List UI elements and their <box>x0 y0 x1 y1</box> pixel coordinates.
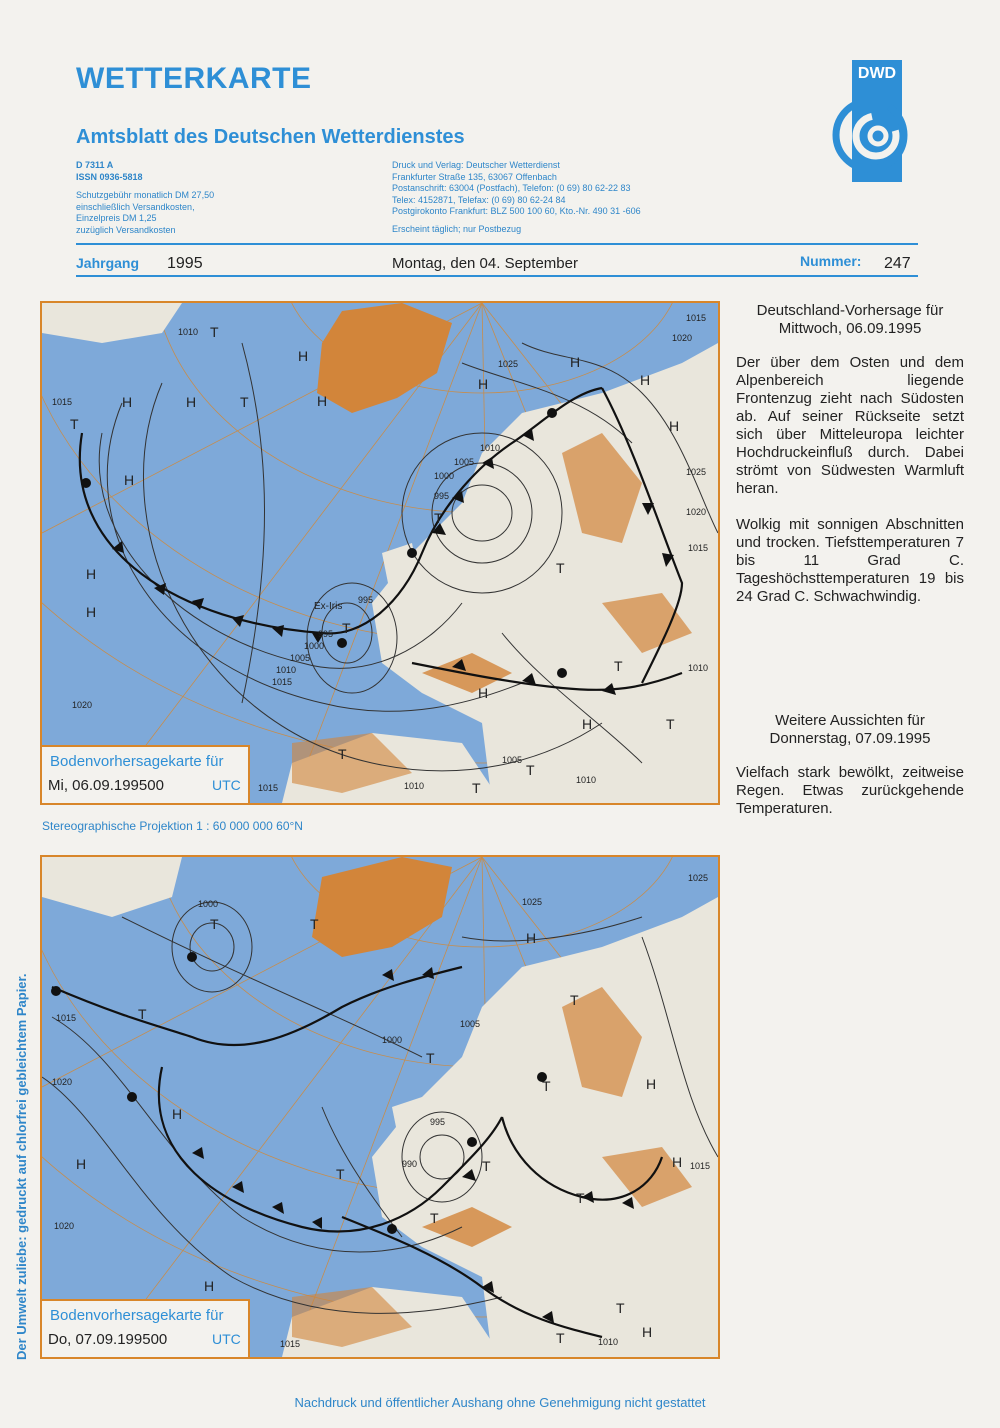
fee-block <box>76 190 214 236</box>
publisher-line: Frankfurter Straße 135, 63067 Offenbach <box>392 171 557 182</box>
pressure-label: H <box>122 394 133 410</box>
pressure-label: T <box>472 780 481 796</box>
isobar-label: 1000 <box>434 471 455 481</box>
nummer-label: Nummer: <box>800 253 862 269</box>
issn-block <box>76 160 143 183</box>
storm-label: Ex-Iris <box>314 601 343 612</box>
pressure-label: H <box>86 566 97 582</box>
isobar-label: 1000 <box>382 1035 403 1045</box>
forecast-column <box>736 302 964 606</box>
isobar-label: 995 <box>358 595 374 605</box>
page-title: WETTERKARTE <box>76 62 312 95</box>
pressure-label: T <box>482 1158 491 1174</box>
map-legend <box>42 745 250 803</box>
isobar-label: 1020 <box>52 1077 73 1087</box>
pressure-label: T <box>556 1330 565 1346</box>
pressure-label: T <box>240 394 249 410</box>
map-graphic <box>42 303 718 803</box>
pressure-label: H <box>672 1154 683 1170</box>
jahrgang-value: 1995 <box>167 255 203 272</box>
pressure-label: T <box>138 1006 147 1022</box>
forecast-paragraph: Wolkig mit sonnigen Abschnitten und trocken. Tiefsttemperaturen 7 bis 11 Grad C. Tageshöchsttemperaturen 19 bis 24 Grad C. Schwachwindig. <box>736 516 964 605</box>
isobar-label: 1025 <box>686 467 707 477</box>
pressure-label: H <box>526 930 537 946</box>
dwd-logo <box>820 60 920 190</box>
pressure-label: H <box>204 1278 215 1294</box>
forecast-map-wednesday <box>40 301 720 805</box>
legend-date <box>48 1331 167 1348</box>
isobar-label: 1025 <box>498 359 519 369</box>
isobar-label: 995 <box>430 1117 446 1127</box>
publisher-line: Postgirokonto Frankfurt: BLZ 500 100 60, Kto.-Nr. 490 31 -606 <box>392 206 641 216</box>
id-line: D 7311 A <box>76 160 114 170</box>
outlook-text: Vielfach stark bewölkt, zeitweise Regen. Etwas zurückgehende Temperaturen. <box>736 764 964 817</box>
pressure-label: H <box>478 685 489 701</box>
isobar-label: 1025 <box>522 897 543 907</box>
legend-title: Bodenvorhersagekarte für <box>50 1307 224 1324</box>
legend-date-value: Do, 07.09.1995 <box>48 1331 151 1348</box>
recycling-note: Der Umwelt zuliebe: gedruckt auf chlorfrei gebleichtem Papier. <box>14 973 29 1360</box>
jahrgang-label: Jahrgang <box>76 255 140 271</box>
isobar-label: 1010 <box>404 781 425 791</box>
pressure-label: T <box>526 762 535 778</box>
forecast-paragraph: Der über dem Osten und dem Alpenbereich liegende Frontenzug zieht nach Südosten ab. Auf seiner Rückseite setzt sich über Mitteleuropa leichter Hochdruckeinfluß durch. Dabei strömt von Südwesten Warmluft heran. <box>736 354 964 497</box>
isobar-label: 1020 <box>72 700 93 710</box>
pressure-label: H <box>317 393 328 409</box>
isobar-label: 1015 <box>690 1161 711 1171</box>
isobar-label: 990 <box>402 1159 418 1169</box>
map-graphic <box>42 857 718 1357</box>
isobar-label: 1010 <box>480 443 501 453</box>
pressure-label: H <box>76 1156 87 1172</box>
appears-note: Erscheint täglich; nur Postbezug <box>392 224 522 234</box>
isobar-label: 995 <box>318 629 334 639</box>
isobar-label: 1005 <box>502 755 523 765</box>
legend-utc: UTC <box>212 1331 241 1347</box>
pressure-label: T <box>616 1300 625 1316</box>
isobar-label: 1010 <box>178 327 199 337</box>
outlook-column <box>736 712 964 818</box>
isobar-label: 1005 <box>460 1019 481 1029</box>
nummer-value: 247 <box>884 255 911 272</box>
pressure-label: H <box>478 376 489 392</box>
forecast-heading: Deutschland-Vorhersage für Mittwoch, 06.09.1995 <box>756 302 944 337</box>
isobar-label: 1000 <box>198 899 219 909</box>
pressure-label: T <box>310 916 319 932</box>
pressure-label: T <box>210 324 219 340</box>
isobar-label: 1000 <box>304 641 325 651</box>
page-subtitle: Amtsblatt des Deutschen Wetterdienstes <box>76 126 465 148</box>
isobar-label: 995 <box>434 491 450 501</box>
isobar-label: 1020 <box>686 507 707 517</box>
pressure-label: T <box>434 510 443 526</box>
legend-title: Bodenvorhersagekarte für <box>50 753 224 770</box>
pressure-label: T <box>556 560 565 576</box>
pressure-label: T <box>336 1166 345 1182</box>
pressure-label: H <box>669 418 680 434</box>
publisher-line: Druck und Verlag: Deutscher Wetterdienst <box>392 160 560 170</box>
isobar-label: 1015 <box>688 543 709 553</box>
publisher-line: Postanschrift: 63004 (Postfach), Telefon: (0 69) 80 62-22 83 <box>392 183 631 193</box>
legend-hour: 00 <box>147 777 164 794</box>
isobar-label: 1010 <box>276 665 297 675</box>
pressure-label: T <box>576 1190 585 1206</box>
isobar-label: 1010 <box>576 775 597 785</box>
isobar-label: 1010 <box>688 663 709 673</box>
pressure-label: T <box>342 620 351 636</box>
legend-hour: 00 <box>150 1331 168 1348</box>
pressure-label: H <box>646 1076 657 1092</box>
outlook-heading: Weitere Aussichten für Donnerstag, 07.09.1995 <box>769 712 931 747</box>
pressure-label: T <box>210 916 219 932</box>
publisher-line: Telex: 4152871, Telefax: (0 69) 80 62-24 84 <box>392 194 566 205</box>
pressure-label: T <box>338 746 347 762</box>
isobar-label: 1020 <box>672 333 693 343</box>
isobar-label: 1015 <box>56 1013 77 1023</box>
fee-line: zuzüglich Versandkosten <box>76 224 176 235</box>
isobar-label: 1015 <box>280 1339 301 1349</box>
map-legend <box>42 1299 250 1357</box>
id-line: ISSN 0936-5818 <box>76 171 143 182</box>
pressure-label: T <box>614 658 623 674</box>
footer-note: Nachdruck und öffentlicher Aushang ohne Genehmigung nicht gestattet <box>294 1395 706 1410</box>
isobar-label: 1005 <box>454 457 475 467</box>
isobar-label: 1010 <box>598 1337 619 1347</box>
pressure-label: H <box>582 716 593 732</box>
pressure-label: H <box>186 394 197 410</box>
isobar-label: 1015 <box>52 397 73 407</box>
isobar-label: 1020 <box>54 1221 75 1231</box>
pressure-label: T <box>666 716 675 732</box>
pressure-label: T <box>426 1050 435 1066</box>
pressure-label: T <box>542 1078 551 1094</box>
publisher-block <box>392 160 641 218</box>
fee-line: einschließlich Versandkosten, <box>76 201 195 212</box>
isobar-label: 1015 <box>258 783 279 793</box>
pressure-label: T <box>70 416 79 432</box>
header-rule-top <box>76 243 918 245</box>
legend-date-value: Mi, 06.09.1995 <box>48 777 148 794</box>
isobar-label: 1005 <box>290 653 311 663</box>
pressure-label: H <box>86 604 97 620</box>
pressure-label: H <box>640 372 651 388</box>
logo-text: DWD <box>857 65 897 82</box>
pressure-label: H <box>124 472 135 488</box>
projection-note: Stereographische Projektion 1 : 60 000 000 60°N <box>42 819 303 833</box>
pressure-label: H <box>642 1324 653 1340</box>
fee-line: Schutzgebühr monatlich DM 27,50 <box>76 190 215 200</box>
pressure-label: T <box>430 1210 439 1226</box>
fee-line: Einzelpreis DM 1,25 <box>76 213 157 223</box>
header-rule-bottom <box>76 275 918 277</box>
pressure-label: H <box>570 354 581 370</box>
isobar-label: 1025 <box>688 873 709 883</box>
legend-utc: UTC <box>212 777 241 793</box>
forecast-map-thursday <box>40 855 720 1359</box>
pressure-label: H <box>172 1106 183 1122</box>
pressure-label: H <box>298 348 309 364</box>
legend-date <box>48 777 164 794</box>
pressure-label: T <box>570 992 579 1008</box>
isobar-label: 1015 <box>686 313 707 323</box>
issue-date: Montag, den 04. September <box>392 255 578 272</box>
isobar-label: 1015 <box>272 677 293 687</box>
